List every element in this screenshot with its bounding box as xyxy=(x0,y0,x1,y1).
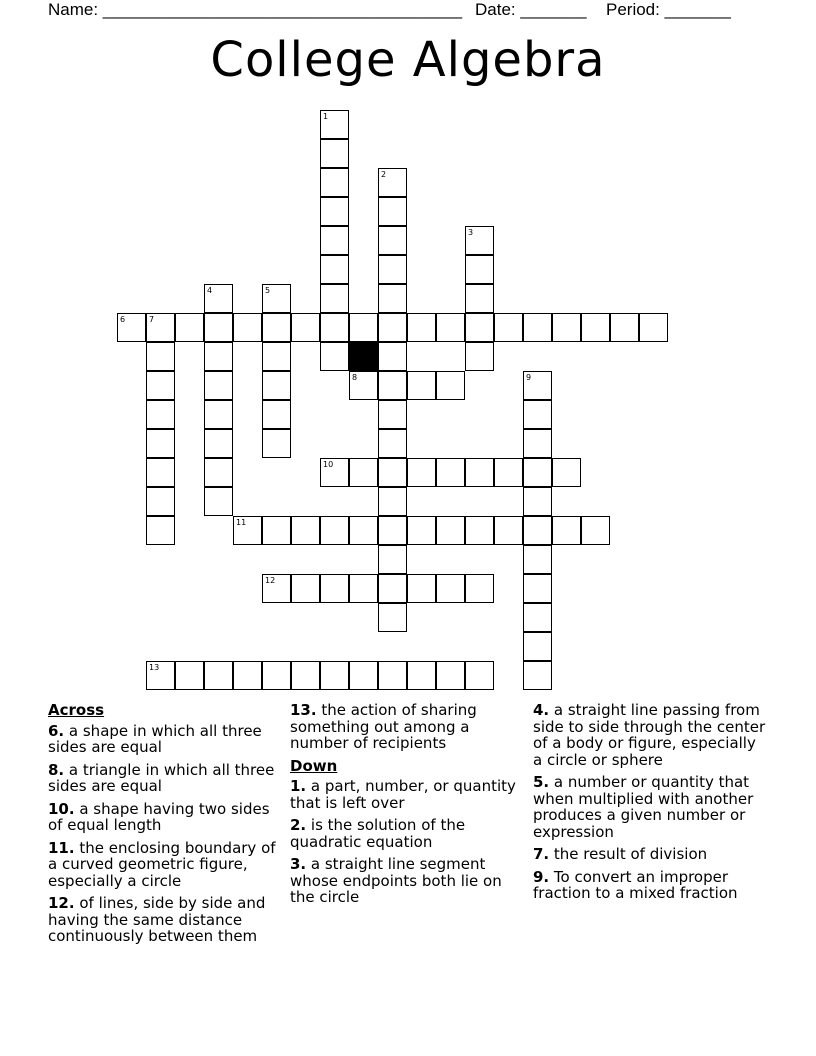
clue-column-3 xyxy=(533,702,769,908)
clue-text: a shape in which all three sides are equal xyxy=(48,721,262,756)
grid-cell[interactable] xyxy=(552,313,581,342)
grid-cell[interactable] xyxy=(204,400,233,429)
grid-cell[interactable] xyxy=(378,313,407,342)
clue-number: 3. xyxy=(290,855,307,873)
grid-cell[interactable] xyxy=(349,313,378,342)
grid-cell[interactable] xyxy=(610,313,639,342)
grid-cell[interactable] xyxy=(523,603,552,632)
clue-text: the enclosing boundary of a curved geometric figure, especially a circle xyxy=(48,838,276,890)
clue-number: 5. xyxy=(533,773,550,791)
across-clue-list xyxy=(48,723,284,945)
grid-cell[interactable] xyxy=(117,313,146,342)
grid-cell[interactable] xyxy=(320,574,349,603)
grid-cell[interactable] xyxy=(204,458,233,487)
clue-number: 13 xyxy=(149,663,160,672)
grid-cell[interactable] xyxy=(581,516,610,545)
grid-cell[interactable] xyxy=(146,458,175,487)
grid-cell[interactable] xyxy=(436,516,465,545)
grid-cell[interactable] xyxy=(262,400,291,429)
clue-item xyxy=(48,895,284,945)
clue-text: a triangle in which all three sides are equal xyxy=(48,760,275,795)
clue-number: 13. xyxy=(290,701,317,719)
grid-cell[interactable] xyxy=(465,661,494,690)
clue-number: 10 xyxy=(323,460,334,469)
grid-cell[interactable] xyxy=(465,458,494,487)
clue-item xyxy=(48,801,284,834)
grid-cell[interactable] xyxy=(465,284,494,313)
grid-cell[interactable] xyxy=(494,516,523,545)
grid-cell[interactable] xyxy=(146,516,175,545)
clue-number: 8. xyxy=(48,760,65,779)
across-clue-list-continued xyxy=(290,702,526,752)
clue-text: the result of division xyxy=(549,845,708,863)
grid-cell[interactable] xyxy=(523,574,552,603)
grid-cell[interactable] xyxy=(204,429,233,458)
grid-cell[interactable] xyxy=(581,313,610,342)
grid-cell[interactable] xyxy=(349,516,378,545)
grid-cell[interactable] xyxy=(349,574,378,603)
grid-cell[interactable] xyxy=(204,371,233,400)
clue-text: the action of sharing something out among a number of recipients xyxy=(290,701,477,752)
grid-cell[interactable] xyxy=(262,371,291,400)
clue-text: is the solution of the quadratic equation xyxy=(290,816,466,851)
clue-number: 3 xyxy=(468,228,474,237)
grid-cell[interactable] xyxy=(436,371,465,400)
grid-cell[interactable] xyxy=(465,516,494,545)
down-heading: Down xyxy=(290,756,338,775)
grid-cell[interactable] xyxy=(204,661,233,690)
grid-cell[interactable] xyxy=(262,284,291,313)
grid-cell[interactable] xyxy=(291,661,320,690)
grid-cell[interactable] xyxy=(465,313,494,342)
clue-column-1 xyxy=(48,702,284,951)
clue-number: 8 xyxy=(352,373,358,382)
black-square xyxy=(349,342,378,371)
clue-number: 6. xyxy=(48,721,65,740)
date-field[interactable]: Date: _______ xyxy=(475,0,587,19)
grid-cell[interactable] xyxy=(465,342,494,371)
clue-item xyxy=(290,778,526,811)
across-heading: Across xyxy=(48,701,105,719)
clue-number: 9. xyxy=(533,867,550,886)
grid-cell[interactable] xyxy=(349,371,378,400)
grid-cell[interactable] xyxy=(233,516,262,545)
grid-cell[interactable] xyxy=(204,342,233,371)
grid-cell[interactable] xyxy=(320,226,349,255)
grid-cell[interactable] xyxy=(291,313,320,342)
grid-cell[interactable] xyxy=(262,429,291,458)
grid-cell[interactable] xyxy=(378,226,407,255)
grid-cell[interactable] xyxy=(378,574,407,603)
grid-cell[interactable] xyxy=(378,429,407,458)
clue-number: 7 xyxy=(149,315,155,324)
grid-cell[interactable] xyxy=(407,574,436,603)
grid-cell[interactable] xyxy=(146,371,175,400)
clue-text: To convert an improper fraction to a mixed fraction xyxy=(533,867,738,902)
clue-item xyxy=(533,702,769,768)
grid-cell[interactable] xyxy=(146,342,175,371)
grid-cell[interactable] xyxy=(320,516,349,545)
clue-item xyxy=(48,840,284,890)
grid-cell[interactable] xyxy=(175,313,204,342)
grid-cell[interactable] xyxy=(146,487,175,516)
grid-cell[interactable] xyxy=(262,342,291,371)
clue-number: 11 xyxy=(236,518,247,527)
grid-cell[interactable] xyxy=(407,516,436,545)
grid-cell[interactable] xyxy=(320,342,349,371)
clue-item xyxy=(48,723,284,756)
grid-cell[interactable] xyxy=(320,139,349,168)
grid-cell[interactable] xyxy=(320,661,349,690)
grid-cell[interactable] xyxy=(494,313,523,342)
clue-number: 4. xyxy=(533,701,550,719)
grid-cell[interactable] xyxy=(523,429,552,458)
grid-cell[interactable] xyxy=(349,661,378,690)
clue-text: a straight line segment whose endpoints both lie on the circle xyxy=(290,855,502,906)
grid-cell[interactable] xyxy=(146,313,175,342)
clue-item xyxy=(290,817,526,850)
grid-cell[interactable] xyxy=(378,458,407,487)
clue-item xyxy=(290,702,526,752)
grid-cell[interactable] xyxy=(233,661,262,690)
grid-cell[interactable] xyxy=(320,197,349,226)
grid-cell[interactable] xyxy=(320,284,349,313)
grid-cell[interactable] xyxy=(204,487,233,516)
grid-cell[interactable] xyxy=(552,458,581,487)
clue-number: 9 xyxy=(526,373,532,382)
grid-cell[interactable] xyxy=(378,545,407,574)
grid-cell[interactable] xyxy=(291,516,320,545)
clue-number: 2. xyxy=(290,816,307,834)
grid-cell[interactable] xyxy=(523,400,552,429)
grid-cell[interactable] xyxy=(320,458,349,487)
grid-cell[interactable] xyxy=(523,487,552,516)
grid-cell[interactable] xyxy=(523,516,552,545)
grid-cell[interactable] xyxy=(204,313,233,342)
clue-text: a number or quantity that when multiplied with another produces a given number or expression xyxy=(533,773,754,841)
grid-cell[interactable] xyxy=(407,313,436,342)
grid-cell[interactable] xyxy=(204,284,233,313)
grid-cell[interactable] xyxy=(407,458,436,487)
grid-cell[interactable] xyxy=(378,342,407,371)
grid-cell[interactable] xyxy=(262,516,291,545)
grid-cell[interactable] xyxy=(320,110,349,139)
grid-cell[interactable] xyxy=(378,661,407,690)
clue-item xyxy=(290,856,526,906)
grid-cell[interactable] xyxy=(233,313,262,342)
grid-cell[interactable] xyxy=(146,661,175,690)
grid-cell[interactable] xyxy=(175,661,204,690)
grid-cell[interactable] xyxy=(523,632,552,661)
grid-cell[interactable] xyxy=(378,284,407,313)
clue-item xyxy=(48,762,284,795)
grid-cell[interactable] xyxy=(146,400,175,429)
clue-item xyxy=(533,774,769,840)
clue-number: 1 xyxy=(323,112,329,121)
grid-cell[interactable] xyxy=(378,603,407,632)
grid-cell[interactable] xyxy=(523,661,552,690)
grid-cell[interactable] xyxy=(262,313,291,342)
grid-cell[interactable] xyxy=(378,255,407,284)
grid-cell[interactable] xyxy=(639,313,668,342)
grid-cell[interactable] xyxy=(436,574,465,603)
clue-item xyxy=(533,869,769,902)
clue-number: 2 xyxy=(381,170,387,179)
grid-cell[interactable] xyxy=(262,661,291,690)
grid-cell[interactable] xyxy=(378,487,407,516)
clue-number: 12. xyxy=(48,894,75,912)
page-title: College Algebra xyxy=(210,32,606,88)
grid-cell[interactable] xyxy=(465,226,494,255)
grid-cell[interactable] xyxy=(523,545,552,574)
grid-cell[interactable] xyxy=(291,574,320,603)
grid-cell[interactable] xyxy=(552,516,581,545)
grid-cell[interactable] xyxy=(523,371,552,400)
clue-text: of lines, side by side and having the same distance continuously between them xyxy=(48,894,266,945)
grid-cell[interactable] xyxy=(320,168,349,197)
grid-cell[interactable] xyxy=(465,574,494,603)
grid-cell[interactable] xyxy=(146,429,175,458)
clue-column-2 xyxy=(290,702,526,912)
clue-text: a straight line passing from side to side through the center of a body or figure, especially a circle or sphere xyxy=(533,701,766,769)
grid-cell[interactable] xyxy=(349,458,378,487)
grid-cell[interactable] xyxy=(523,458,552,487)
clue-number: 12 xyxy=(265,576,276,585)
clue-number: 11. xyxy=(48,838,75,857)
grid-cell[interactable] xyxy=(436,458,465,487)
clue-number: 4 xyxy=(207,286,213,295)
grid-cell[interactable] xyxy=(378,168,407,197)
grid-cell[interactable] xyxy=(465,255,494,284)
clue-text: a shape having two sides of equal length xyxy=(48,799,270,834)
clue-item xyxy=(533,846,769,863)
down-clue-list xyxy=(290,778,526,906)
grid-cell[interactable] xyxy=(320,313,349,342)
grid-cell[interactable] xyxy=(378,197,407,226)
grid-cell[interactable] xyxy=(523,313,552,342)
down-clue-list-continued xyxy=(533,702,769,902)
period-field[interactable]: Period: _______ xyxy=(606,0,731,19)
clue-number: 10. xyxy=(48,799,75,818)
grid-cell[interactable] xyxy=(407,661,436,690)
clue-number: 5 xyxy=(265,286,271,295)
clue-number: 6 xyxy=(120,315,126,324)
grid-cell[interactable] xyxy=(378,516,407,545)
grid-cell[interactable] xyxy=(436,661,465,690)
grid-cell[interactable] xyxy=(494,458,523,487)
grid-cell[interactable] xyxy=(407,371,436,400)
grid-cell[interactable] xyxy=(436,313,465,342)
grid-cell[interactable] xyxy=(378,400,407,429)
grid-cell[interactable] xyxy=(378,371,407,400)
name-field[interactable]: Name: ______________________________________ xyxy=(48,0,463,19)
clue-text: a part, number, or quantity that is left over xyxy=(290,777,516,812)
grid-cell[interactable] xyxy=(320,255,349,284)
clue-number: 7. xyxy=(533,845,550,863)
clue-number: 1. xyxy=(290,777,307,795)
grid-cell[interactable] xyxy=(262,574,291,603)
